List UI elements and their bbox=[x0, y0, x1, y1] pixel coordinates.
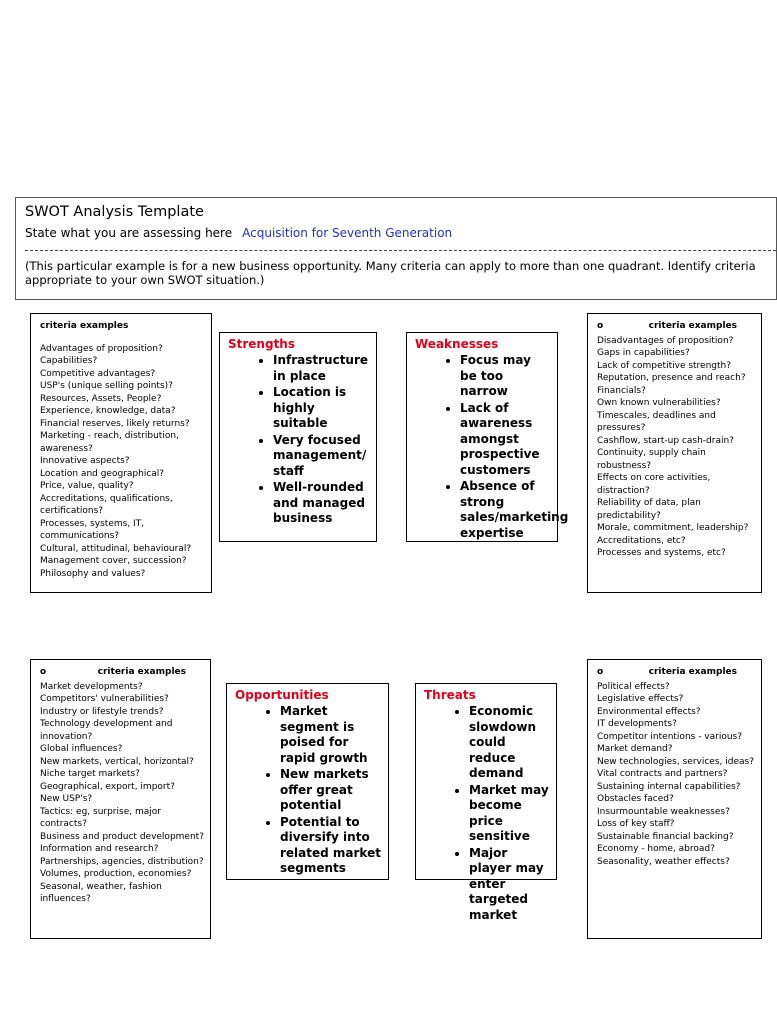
list-item: Seasonality, weather effects? bbox=[597, 856, 730, 867]
list-item: Lack of competitive strength? bbox=[597, 360, 732, 371]
list-item: New USP's? bbox=[40, 794, 93, 804]
list-item: New markets, vertical, horizontal? bbox=[40, 756, 194, 767]
assess-label: State what you are assessing here bbox=[25, 226, 233, 240]
dashed-divider bbox=[25, 250, 776, 251]
list-item: Own known vulnerabilities? bbox=[597, 398, 721, 408]
list-item: Competitors' vulnerabilities? bbox=[40, 694, 169, 704]
opportunity-criteria-box bbox=[30, 659, 211, 939]
weaknesses-heading: Weaknesses bbox=[415, 337, 499, 351]
list-item: Legislative effects? bbox=[597, 694, 684, 704]
criteria-list bbox=[597, 681, 757, 869]
list-item: Financial reserves, likely returns? bbox=[40, 418, 190, 429]
list-item: • Absence of strong sales/marketing expertise bbox=[460, 479, 551, 541]
list-item: Reliability of data, plan predictability? bbox=[597, 498, 701, 521]
list-item: • Economic slowdown could reduce demand bbox=[469, 704, 550, 782]
list-item: Information and research? bbox=[40, 844, 159, 854]
list-item: Economy - home, abroad? bbox=[597, 844, 715, 854]
list-item: Industry or lifestyle trends? bbox=[40, 706, 164, 717]
threats-list bbox=[424, 704, 550, 923]
list-item: Technology development and innovation? bbox=[40, 719, 173, 742]
strength-criteria-box bbox=[30, 313, 212, 593]
list-item: Location and geographical? bbox=[40, 468, 165, 479]
criteria-heading: criteria examples bbox=[648, 667, 737, 677]
opportunities-box bbox=[226, 683, 389, 880]
list-item: Financials? bbox=[597, 385, 646, 396]
list-item: Experience, knowledge, data? bbox=[40, 406, 176, 416]
list-item: • Focus may be too narrow bbox=[460, 353, 551, 400]
list-item: Sustainable financial backing? bbox=[597, 831, 734, 842]
list-item: Obstacles faced? bbox=[597, 794, 674, 804]
template-header bbox=[15, 197, 777, 300]
list-item: Vital contracts and partners? bbox=[597, 769, 728, 779]
list-item: Morale, commitment, leadership? bbox=[597, 523, 749, 533]
list-item: Disadvantages of proposition? bbox=[597, 335, 734, 346]
list-item: Market demand? bbox=[597, 744, 673, 754]
opportunities-heading: Opportunities bbox=[235, 688, 329, 702]
threats-box bbox=[415, 683, 557, 922]
list-item: Partnerships, agencies, distribution? bbox=[40, 856, 204, 867]
list-item: Processes, systems, IT, communications? bbox=[40, 518, 145, 541]
criteria-heading: criteria examples bbox=[40, 321, 129, 331]
list-item: Environmental effects? bbox=[597, 706, 701, 717]
strengths-box bbox=[219, 332, 377, 542]
list-item: Business and product development? bbox=[40, 831, 204, 842]
instruction-note: (This particular example is for a new business opportunity. Many criteria can apply to more than one quadrant. Identify criteria appropriate to your own SWOT situation.) bbox=[25, 259, 756, 287]
list-item: IT developments? bbox=[597, 719, 677, 729]
list-item: Seasonal, weather, fashion influences? bbox=[40, 881, 162, 904]
list-item: • Infrastructure in place bbox=[273, 353, 370, 384]
list-item: • Location is highly suitable bbox=[273, 385, 370, 432]
list-item: Competitive advantages? bbox=[40, 368, 156, 379]
list-item: Cultural, attitudinal, behavioural? bbox=[40, 543, 192, 554]
list-item: Volumes, production, economies? bbox=[40, 869, 192, 879]
criteria-list bbox=[597, 335, 757, 560]
weakness-criteria-box bbox=[587, 313, 762, 593]
list-item: • Market may become price sensitive bbox=[469, 783, 550, 845]
list-item: Advantages of proposition? bbox=[40, 343, 163, 354]
bullet-glyph: o bbox=[597, 321, 604, 331]
list-item: Accreditations, qualifications, certifications? bbox=[40, 493, 173, 516]
weaknesses-box bbox=[406, 332, 569, 542]
list-item: Tactics: eg, surprise, major contracts? bbox=[40, 806, 161, 829]
list-item: Niche target markets? bbox=[40, 769, 140, 779]
list-item: Gaps in capabilities? bbox=[597, 348, 690, 358]
list-item: USP's (unique selling points)? bbox=[40, 381, 173, 391]
list-item: Geographical, export, import? bbox=[40, 781, 175, 792]
strengths-heading: Strengths bbox=[228, 337, 295, 351]
criteria-list bbox=[40, 681, 206, 906]
criteria-list bbox=[40, 343, 207, 581]
list-item: New technologies, services, ideas? bbox=[597, 756, 754, 767]
list-item: Marketing - reach, distribution, awareness? bbox=[40, 431, 179, 454]
list-item: Innovative aspects? bbox=[40, 456, 130, 466]
opportunities-list bbox=[235, 704, 382, 877]
list-item: Political effects? bbox=[597, 681, 670, 692]
list-item: Global influences? bbox=[40, 744, 123, 754]
weaknesses-list bbox=[415, 353, 569, 541]
list-item: • Very focused management/ staff bbox=[273, 433, 370, 480]
list-item: Timescales, deadlines and pressures? bbox=[597, 410, 716, 433]
list-item: Market developments? bbox=[40, 681, 143, 692]
list-item: Capabilities? bbox=[40, 356, 98, 366]
list-item: Accreditations, etc? bbox=[597, 535, 686, 546]
list-item: Continuity, supply chain robustness? bbox=[597, 448, 706, 471]
list-item: • Lack of awareness amongst prospective customers bbox=[460, 401, 551, 479]
list-item: Reputation, presence and reach? bbox=[597, 373, 746, 383]
list-item: Management cover, succession? bbox=[40, 556, 187, 566]
list-item: Cashflow, start-up cash-drain? bbox=[597, 435, 734, 446]
list-item: Sustaining internal capabilities? bbox=[597, 781, 741, 792]
threat-criteria-box bbox=[587, 659, 762, 939]
list-item: Processes and systems, etc? bbox=[597, 548, 726, 558]
list-item: • Potential to diversify into related market segments bbox=[280, 815, 382, 877]
criteria-heading: criteria examples bbox=[97, 667, 186, 677]
bullet-glyph: o bbox=[40, 667, 47, 677]
strengths-list bbox=[228, 353, 370, 527]
list-item: Insurmountable weaknesses? bbox=[597, 806, 730, 817]
list-item: Effects on core activities, distraction? bbox=[597, 473, 711, 496]
assess-value: Acquisition for Seventh Generation bbox=[242, 226, 453, 240]
list-item: • New markets offer great potential bbox=[280, 767, 382, 814]
assessment-line bbox=[25, 226, 767, 240]
list-item: Resources, Assets, People? bbox=[40, 393, 162, 404]
list-item: Price, value, quality? bbox=[40, 481, 134, 491]
list-item: Loss of key staff? bbox=[597, 819, 675, 829]
list-item: • Well-rounded and managed business bbox=[273, 480, 370, 527]
list-item: • Major player may enter targeted market bbox=[469, 846, 550, 924]
list-item: • Market segment is poised for rapid growth bbox=[280, 704, 382, 766]
page-title: SWOT Analysis Template bbox=[25, 204, 204, 220]
bullet-glyph: o bbox=[597, 667, 604, 677]
list-item: Philosophy and values? bbox=[40, 568, 146, 579]
criteria-heading: criteria examples bbox=[648, 321, 737, 331]
list-item: Competitor intentions - various? bbox=[597, 731, 743, 742]
threats-heading: Threats bbox=[424, 688, 476, 702]
